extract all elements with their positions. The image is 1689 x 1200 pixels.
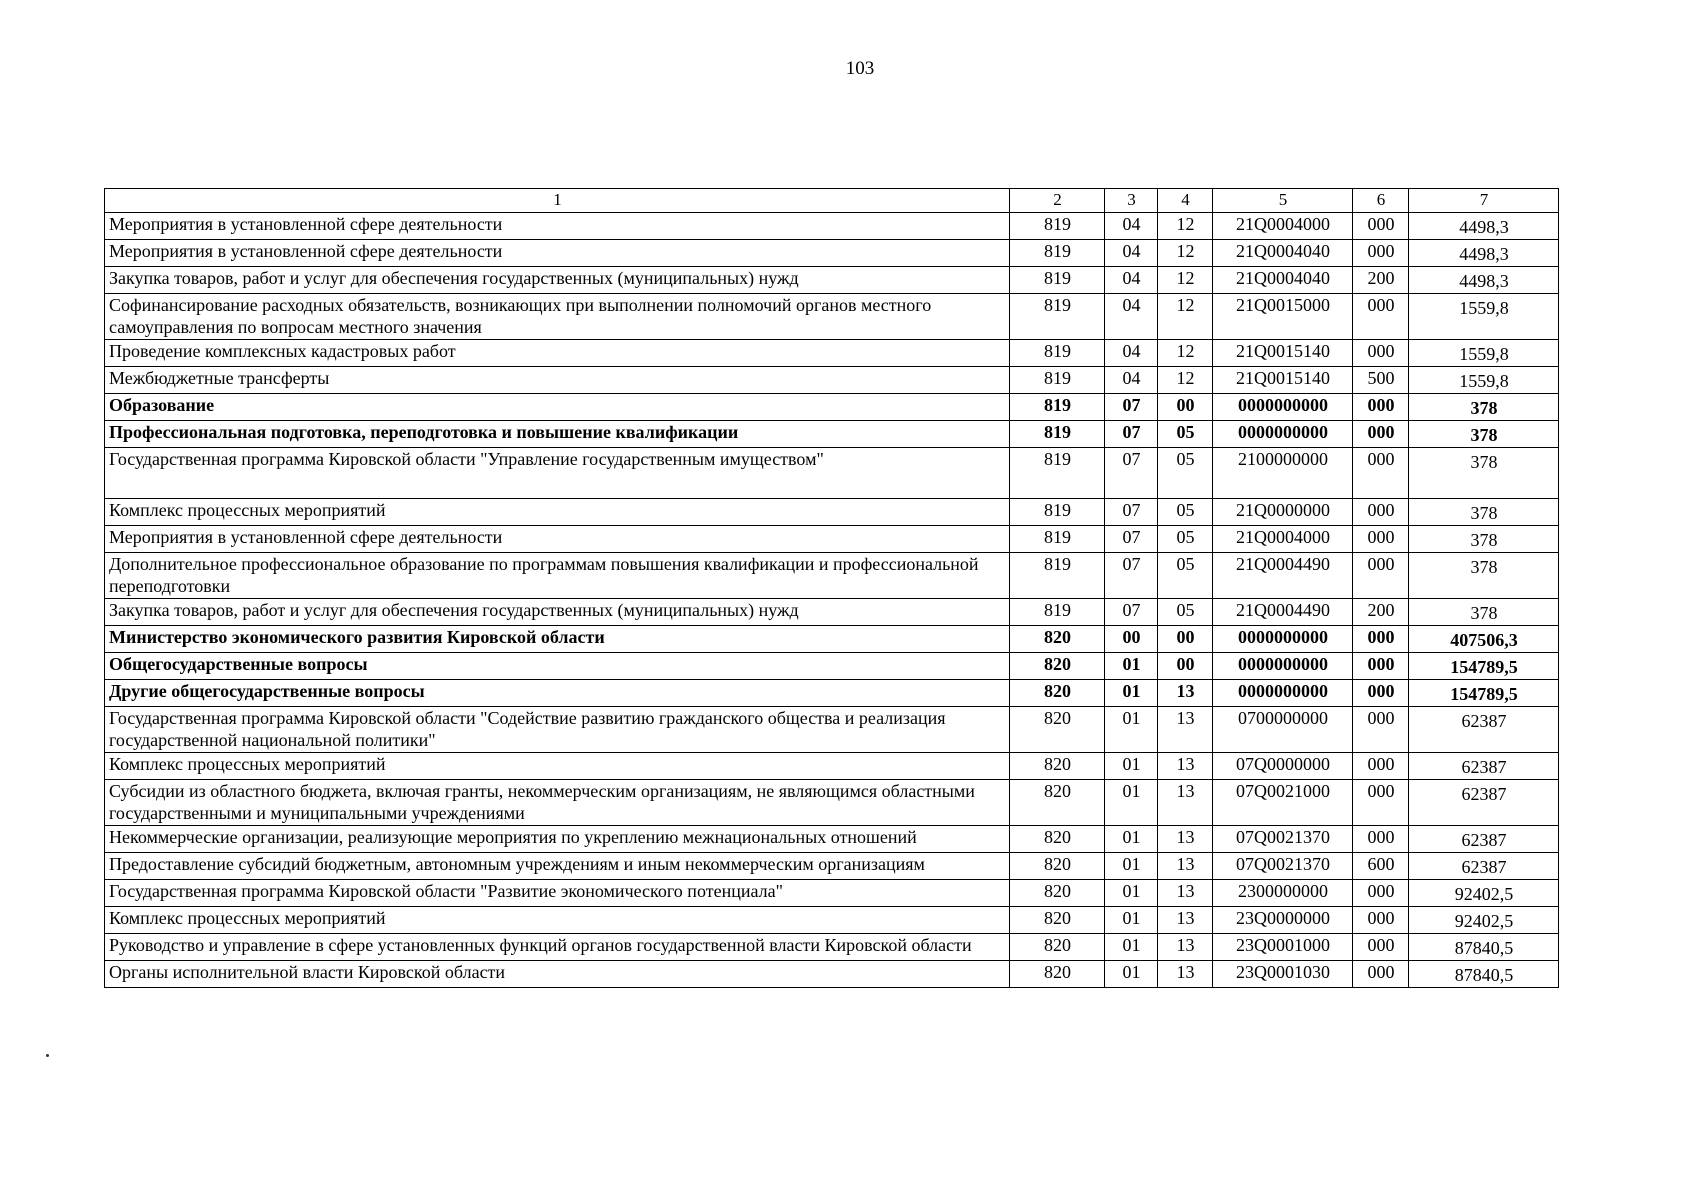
row-subsection-cell: 12 <box>1158 240 1213 267</box>
row-name-cell: Закупка товаров, работ и услуг для обеспечения государственных (муниципальных) нужд <box>105 599 1010 626</box>
row-name-cell: Дополнительное профессиональное образование по программам повышения квалификации и профессиональной переподготовки <box>105 553 1010 599</box>
row-section-cell: 04 <box>1105 340 1158 367</box>
table-row <box>105 599 1559 626</box>
row-name-cell: Мероприятия в установленной сфере деятельности <box>105 526 1010 553</box>
row-expense-type-cell: 000 <box>1353 826 1409 853</box>
row-amount-cell: 92402,5 <box>1409 880 1559 907</box>
row-amount-cell: 378 <box>1409 394 1559 421</box>
row-section-cell: 04 <box>1105 240 1158 267</box>
row-code-cell: 820 <box>1010 907 1105 934</box>
row-name-cell: Руководство и управление в сфере установленных функций органов государственной власти Кировской области <box>105 934 1010 961</box>
row-target-code-cell: 07Q0021000 <box>1213 780 1353 826</box>
row-expense-type-cell: 200 <box>1353 599 1409 626</box>
row-subsection-cell: 13 <box>1158 826 1213 853</box>
row-target-code-cell: 21Q0004490 <box>1213 599 1353 626</box>
row-expense-type-cell: 000 <box>1353 753 1409 780</box>
row-code-cell: 820 <box>1010 707 1105 753</box>
row-subsection-cell: 05 <box>1158 553 1213 599</box>
row-subsection-cell: 05 <box>1158 421 1213 448</box>
row-code-cell: 819 <box>1010 340 1105 367</box>
table-header-row <box>105 189 1559 213</box>
table-row <box>105 753 1559 780</box>
row-name-cell: Другие общегосударственные вопросы <box>105 680 1010 707</box>
row-target-code-cell: 23Q0001000 <box>1213 934 1353 961</box>
table-row <box>105 421 1559 448</box>
row-section-cell: 04 <box>1105 294 1158 340</box>
table-row <box>105 448 1559 499</box>
row-section-cell: 01 <box>1105 753 1158 780</box>
row-code-cell: 820 <box>1010 680 1105 707</box>
table-row <box>105 680 1559 707</box>
row-name-cell: Межбюджетные трансферты <box>105 367 1010 394</box>
column-header: 4 <box>1158 189 1213 213</box>
row-name-cell: Проведение комплексных кадастровых работ <box>105 340 1010 367</box>
row-section-cell: 07 <box>1105 499 1158 526</box>
row-target-code-cell: 0000000000 <box>1213 394 1353 421</box>
table-row <box>105 367 1559 394</box>
row-section-cell: 01 <box>1105 653 1158 680</box>
row-code-cell: 819 <box>1010 213 1105 240</box>
row-section-cell: 04 <box>1105 213 1158 240</box>
column-header: 3 <box>1105 189 1158 213</box>
row-amount-cell: 407506,3 <box>1409 626 1559 653</box>
row-amount-cell: 154789,5 <box>1409 680 1559 707</box>
row-amount-cell: 62387 <box>1409 707 1559 753</box>
row-code-cell: 819 <box>1010 294 1105 340</box>
row-subsection-cell: 13 <box>1158 961 1213 988</box>
row-name-cell: Мероприятия в установленной сфере деятельности <box>105 213 1010 240</box>
row-target-code-cell: 2100000000 <box>1213 448 1353 499</box>
row-name-cell: Комплекс процессных мероприятий <box>105 907 1010 934</box>
page-number: 103 <box>845 58 875 79</box>
row-expense-type-cell: 000 <box>1353 934 1409 961</box>
row-section-cell: 04 <box>1105 367 1158 394</box>
row-target-code-cell: 0000000000 <box>1213 653 1353 680</box>
row-amount-cell: 92402,5 <box>1409 907 1559 934</box>
row-expense-type-cell: 000 <box>1353 499 1409 526</box>
scan-speck <box>46 1054 49 1057</box>
row-subsection-cell: 12 <box>1158 267 1213 294</box>
row-expense-type-cell: 000 <box>1353 961 1409 988</box>
row-target-code-cell: 21Q0004490 <box>1213 553 1353 599</box>
row-name-cell: Государственная программа Кировской области "Управление государственным имуществом" <box>105 448 1010 499</box>
row-target-code-cell: 21Q0004040 <box>1213 267 1353 294</box>
table-row <box>105 826 1559 853</box>
row-expense-type-cell: 200 <box>1353 267 1409 294</box>
row-amount-cell: 4498,3 <box>1409 240 1559 267</box>
table-row <box>105 707 1559 753</box>
row-name-cell: Субсидии из областного бюджета, включая гранты, некоммерческим организациям, не являющимся областными государственными и муниципальными учреждениями <box>105 780 1010 826</box>
row-amount-cell: 1559,8 <box>1409 367 1559 394</box>
row-name-cell: Комплекс процессных мероприятий <box>105 499 1010 526</box>
row-expense-type-cell: 000 <box>1353 294 1409 340</box>
row-section-cell: 01 <box>1105 707 1158 753</box>
row-code-cell: 819 <box>1010 267 1105 294</box>
row-section-cell: 07 <box>1105 553 1158 599</box>
row-expense-type-cell: 000 <box>1353 880 1409 907</box>
table-row <box>105 240 1559 267</box>
row-amount-cell: 378 <box>1409 448 1559 499</box>
row-section-cell: 01 <box>1105 826 1158 853</box>
row-target-code-cell: 0000000000 <box>1213 626 1353 653</box>
row-subsection-cell: 12 <box>1158 367 1213 394</box>
row-target-code-cell: 0000000000 <box>1213 421 1353 448</box>
row-name-cell: Органы исполнительной власти Кировской области <box>105 961 1010 988</box>
row-code-cell: 819 <box>1010 499 1105 526</box>
row-expense-type-cell: 000 <box>1353 448 1409 499</box>
row-section-cell: 01 <box>1105 853 1158 880</box>
row-code-cell: 819 <box>1010 240 1105 267</box>
row-amount-cell: 378 <box>1409 553 1559 599</box>
row-amount-cell: 378 <box>1409 421 1559 448</box>
row-amount-cell: 87840,5 <box>1409 934 1559 961</box>
row-code-cell: 820 <box>1010 880 1105 907</box>
row-amount-cell: 62387 <box>1409 826 1559 853</box>
row-name-cell: Предоставление субсидий бюджетным, автономным учреждениям и иным некоммерческим организациям <box>105 853 1010 880</box>
row-name-cell: Государственная программа Кировской области "Содействие развитию гражданского общества и реализация государственной национальной политики" <box>105 707 1010 753</box>
column-header: 7 <box>1409 189 1559 213</box>
row-target-code-cell: 23Q0000000 <box>1213 907 1353 934</box>
row-section-cell: 07 <box>1105 394 1158 421</box>
row-name-cell: Государственная программа Кировской области "Развитие экономического потенциала" <box>105 880 1010 907</box>
row-target-code-cell: 21Q0004000 <box>1213 213 1353 240</box>
row-amount-cell: 4498,3 <box>1409 213 1559 240</box>
row-target-code-cell: 0700000000 <box>1213 707 1353 753</box>
row-code-cell: 819 <box>1010 367 1105 394</box>
row-expense-type-cell: 000 <box>1353 780 1409 826</box>
row-expense-type-cell: 000 <box>1353 907 1409 934</box>
row-subsection-cell: 05 <box>1158 599 1213 626</box>
row-amount-cell: 1559,8 <box>1409 340 1559 367</box>
column-header: 2 <box>1010 189 1105 213</box>
row-name-cell: Закупка товаров, работ и услуг для обеспечения государственных (муниципальных) нужд <box>105 267 1010 294</box>
row-section-cell: 01 <box>1105 961 1158 988</box>
table-row <box>105 626 1559 653</box>
table-row <box>105 780 1559 826</box>
row-code-cell: 820 <box>1010 626 1105 653</box>
table-row <box>105 526 1559 553</box>
row-code-cell: 819 <box>1010 553 1105 599</box>
row-code-cell: 820 <box>1010 653 1105 680</box>
row-section-cell: 01 <box>1105 880 1158 907</box>
row-code-cell: 820 <box>1010 753 1105 780</box>
row-expense-type-cell: 000 <box>1353 340 1409 367</box>
row-expense-type-cell: 000 <box>1353 680 1409 707</box>
table-body <box>105 213 1559 988</box>
table-row <box>105 934 1559 961</box>
row-code-cell: 820 <box>1010 826 1105 853</box>
row-subsection-cell: 12 <box>1158 294 1213 340</box>
row-expense-type-cell: 500 <box>1353 367 1409 394</box>
row-name-cell: Профессиональная подготовка, переподготовка и повышение квалификации <box>105 421 1010 448</box>
row-amount-cell: 62387 <box>1409 853 1559 880</box>
row-code-cell: 820 <box>1010 780 1105 826</box>
table-row <box>105 961 1559 988</box>
row-subsection-cell: 13 <box>1158 907 1213 934</box>
row-name-cell: Некоммерческие организации, реализующие мероприятия по укреплению межнациональных отношений <box>105 826 1010 853</box>
row-expense-type-cell: 000 <box>1353 526 1409 553</box>
row-subsection-cell: 13 <box>1158 707 1213 753</box>
table-row <box>105 340 1559 367</box>
row-target-code-cell: 21Q0004000 <box>1213 526 1353 553</box>
row-name-cell: Комплекс процессных мероприятий <box>105 753 1010 780</box>
row-section-cell: 07 <box>1105 526 1158 553</box>
table-row <box>105 213 1559 240</box>
row-amount-cell: 378 <box>1409 499 1559 526</box>
row-expense-type-cell: 000 <box>1353 213 1409 240</box>
row-target-code-cell: 07Q0000000 <box>1213 753 1353 780</box>
row-target-code-cell: 23Q0001030 <box>1213 961 1353 988</box>
row-subsection-cell: 12 <box>1158 213 1213 240</box>
row-target-code-cell: 21Q0015140 <box>1213 340 1353 367</box>
row-section-cell: 01 <box>1105 907 1158 934</box>
row-expense-type-cell: 000 <box>1353 707 1409 753</box>
row-subsection-cell: 13 <box>1158 680 1213 707</box>
row-section-cell: 01 <box>1105 680 1158 707</box>
budget-table <box>104 188 1559 988</box>
row-section-cell: 07 <box>1105 421 1158 448</box>
row-subsection-cell: 05 <box>1158 499 1213 526</box>
row-section-cell: 01 <box>1105 934 1158 961</box>
table-row <box>105 880 1559 907</box>
row-expense-type-cell: 000 <box>1353 653 1409 680</box>
row-amount-cell: 154789,5 <box>1409 653 1559 680</box>
row-expense-type-cell: 600 <box>1353 853 1409 880</box>
row-target-code-cell: 21Q0000000 <box>1213 499 1353 526</box>
row-subsection-cell: 13 <box>1158 934 1213 961</box>
row-name-cell: Общегосударственные вопросы <box>105 653 1010 680</box>
row-name-cell: Министерство экономического развития Кировской области <box>105 626 1010 653</box>
row-subsection-cell: 12 <box>1158 340 1213 367</box>
row-amount-cell: 1559,8 <box>1409 294 1559 340</box>
row-code-cell: 820 <box>1010 961 1105 988</box>
table-row <box>105 394 1559 421</box>
row-target-code-cell: 0000000000 <box>1213 680 1353 707</box>
row-section-cell: 07 <box>1105 448 1158 499</box>
row-expense-type-cell: 000 <box>1353 421 1409 448</box>
row-code-cell: 819 <box>1010 421 1105 448</box>
row-amount-cell: 378 <box>1409 599 1559 626</box>
row-target-code-cell: 21Q0015140 <box>1213 367 1353 394</box>
row-target-code-cell: 21Q0004040 <box>1213 240 1353 267</box>
row-subsection-cell: 13 <box>1158 780 1213 826</box>
row-target-code-cell: 07Q0021370 <box>1213 853 1353 880</box>
row-amount-cell: 62387 <box>1409 780 1559 826</box>
row-name-cell: Образование <box>105 394 1010 421</box>
table-row <box>105 267 1559 294</box>
row-subsection-cell: 13 <box>1158 753 1213 780</box>
row-target-code-cell: 07Q0021370 <box>1213 826 1353 853</box>
row-subsection-cell: 05 <box>1158 448 1213 499</box>
table-row <box>105 653 1559 680</box>
row-section-cell: 00 <box>1105 626 1158 653</box>
table-row <box>105 853 1559 880</box>
row-expense-type-cell: 000 <box>1353 394 1409 421</box>
row-name-cell: Мероприятия в установленной сфере деятельности <box>105 240 1010 267</box>
row-amount-cell: 62387 <box>1409 753 1559 780</box>
row-code-cell: 820 <box>1010 853 1105 880</box>
table-row <box>105 907 1559 934</box>
row-expense-type-cell: 000 <box>1353 626 1409 653</box>
row-expense-type-cell: 000 <box>1353 553 1409 599</box>
row-subsection-cell: 00 <box>1158 626 1213 653</box>
row-subsection-cell: 00 <box>1158 394 1213 421</box>
column-header: 5 <box>1213 189 1353 213</box>
row-section-cell: 07 <box>1105 599 1158 626</box>
row-code-cell: 819 <box>1010 599 1105 626</box>
row-subsection-cell: 13 <box>1158 880 1213 907</box>
row-code-cell: 819 <box>1010 448 1105 499</box>
column-header: 1 <box>105 189 1010 213</box>
row-target-code-cell: 21Q0015000 <box>1213 294 1353 340</box>
row-code-cell: 820 <box>1010 934 1105 961</box>
row-section-cell: 04 <box>1105 267 1158 294</box>
row-section-cell: 01 <box>1105 780 1158 826</box>
row-expense-type-cell: 000 <box>1353 240 1409 267</box>
row-amount-cell: 87840,5 <box>1409 961 1559 988</box>
row-subsection-cell: 00 <box>1158 653 1213 680</box>
table-row <box>105 499 1559 526</box>
row-target-code-cell: 2300000000 <box>1213 880 1353 907</box>
row-subsection-cell: 13 <box>1158 853 1213 880</box>
table-row <box>105 553 1559 599</box>
row-code-cell: 819 <box>1010 526 1105 553</box>
table-row <box>105 294 1559 340</box>
row-amount-cell: 378 <box>1409 526 1559 553</box>
row-code-cell: 819 <box>1010 394 1105 421</box>
row-amount-cell: 4498,3 <box>1409 267 1559 294</box>
row-subsection-cell: 05 <box>1158 526 1213 553</box>
column-header: 6 <box>1353 189 1409 213</box>
row-name-cell: Софинансирование расходных обязательств, возникающих при выполнении полномочий органов местного самоуправления по вопросам местного значения <box>105 294 1010 340</box>
